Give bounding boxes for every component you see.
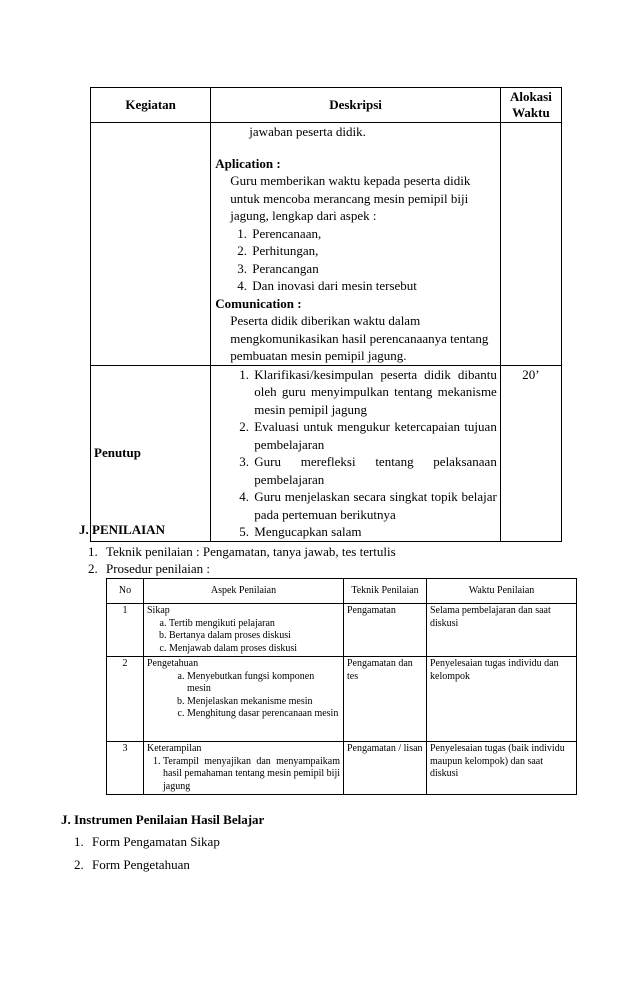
kegiatan-cell-empty [91, 123, 211, 366]
header-alokasi-waktu: Alokasi Waktu [500, 88, 561, 123]
item-number: 2. [74, 857, 84, 872]
waktu-cell: Selama pembelajaran dan saat diskusi [427, 604, 577, 657]
item-number: 1. [88, 544, 98, 559]
item-text: Teknik penilaian : Pengamatan, tanya jawab, tes tertulis [106, 544, 396, 559]
table-row [107, 604, 577, 657]
aplication-title: Aplication : [215, 155, 281, 171]
aspek-title: Keterampilan [147, 743, 202, 754]
aspek-title: Sikap [147, 605, 170, 616]
list-item: b. Menjelaskan mekanisme mesin [187, 696, 340, 709]
row-number: 3 [107, 742, 144, 795]
kegiatan-table [90, 87, 562, 542]
aspek-cell [144, 604, 344, 657]
comunication-text: Peserta didik diberikan waktu dalam mengkomunikasikan hasil perencanaanya tentang pembuatan mesin pemipil jagung. [230, 313, 489, 363]
deskripsi-cell [211, 123, 501, 366]
penilaian-item-1 [88, 544, 396, 560]
list-item: 4. Guru menjelaskan secara singkat topik belajar pada pertemuan berikutnya [252, 488, 497, 523]
list-item: 3. Perancangan [250, 260, 497, 278]
comunication-title: Comunication : [215, 295, 302, 311]
penilaian-table [106, 578, 577, 795]
list-item: 4. Dan inovasi dari mesin tersebut [250, 277, 497, 295]
list-item: 1. Perencanaan, [250, 225, 497, 243]
list-item: 2. Perhitungan, [250, 242, 497, 260]
teknik-cell: Pengamatan / lisan [344, 742, 427, 795]
list-item: 2. Evaluasi untuk mengukur ketercapaian tujuan pembelajaran [252, 418, 497, 453]
header-waktu: Waktu Penilaian [427, 579, 577, 604]
item-text: Form Pengamatan Sikap [92, 834, 220, 849]
item-number: 1. [74, 834, 84, 849]
list-item: 1. Klarifikasi/kesimpulan peserta didik dibantu oleh guru menyimpulkan tentang mekanisme mesin pemipil jagung [252, 366, 497, 419]
table-row-continued [91, 123, 562, 366]
penilaian-item-2 [88, 561, 210, 577]
item-number: 2. [88, 561, 98, 576]
list-item: 1. Terampil menyajikan dan menyampaikam hasil pemahaman tentang mesin pemipil biji jagung [163, 756, 340, 794]
aspek-list [147, 756, 340, 794]
list-item: c. Menghitung dasar perencanaan mesin [187, 708, 340, 721]
aplication-list [215, 225, 497, 295]
table-row [107, 742, 577, 795]
header-aspek: Aspek Penilaian [144, 579, 344, 604]
penilaian-table-header [107, 579, 577, 604]
waktu-cell: Penyelesaian tugas individu dan kelompok [427, 657, 577, 742]
instrumen-item-2 [74, 857, 190, 873]
header-teknik: Teknik Penilaian [344, 579, 427, 604]
list-item: 5. Mengucapkan salam [252, 523, 497, 541]
list-item: c. Menjawab dalam proses diskusi [169, 643, 340, 656]
instrumen-item-1 [74, 834, 220, 850]
aplication-text: Guru memberikan waktu kepada peserta didik untuk mencoba merancang mesin pemipil biji jagung, lengkap dari aspek : [230, 173, 471, 223]
list-item: a. Menyebutkan fungsi komponen mesin [187, 671, 340, 696]
penilaian-heading: J. PENILAIAN [79, 522, 165, 537]
row-number: 2 [107, 657, 144, 742]
list-item: b. Bertanya dalam proses diskusi [169, 630, 340, 643]
list-item: 3. Guru merefleksi tentang pelaksanaan pembelajaran [252, 453, 497, 488]
teknik-cell: Pengamatan [344, 604, 427, 657]
table-row [107, 657, 577, 742]
table-row-penutup [91, 365, 562, 541]
header-no: No [107, 579, 144, 604]
alokasi-cell-empty [500, 123, 561, 366]
penutup-time: 20’ [500, 365, 561, 541]
aspek-cell [144, 742, 344, 795]
aspek-list [147, 618, 340, 656]
penutup-label: Penutup [91, 365, 211, 541]
header-kegiatan: Kegiatan [91, 88, 211, 123]
aspek-title: Pengetahuan [147, 658, 199, 669]
item-text: Prosedur penilaian : [106, 561, 210, 576]
row-number: 1 [107, 604, 144, 657]
teknik-cell: Pengamatan dan tes [344, 657, 427, 742]
aspek-cell [144, 657, 344, 742]
continued-text: jawaban peserta didik. [249, 124, 366, 139]
kegiatan-table-header [91, 88, 562, 123]
penutup-list [215, 366, 497, 541]
list-item: a. Tertib mengikuti pelajaran [169, 618, 340, 631]
item-text: Form Pengetahuan [92, 857, 190, 872]
instrumen-heading: J. Instrumen Penilaian Hasil Belajar [61, 812, 265, 827]
waktu-cell: Penyelesaian tugas (baik individu maupun kelompok) dan saat diskusi [427, 742, 577, 795]
aspek-list [147, 671, 340, 721]
penutup-deskripsi-cell [211, 365, 501, 541]
header-deskripsi: Deskripsi [211, 88, 501, 123]
